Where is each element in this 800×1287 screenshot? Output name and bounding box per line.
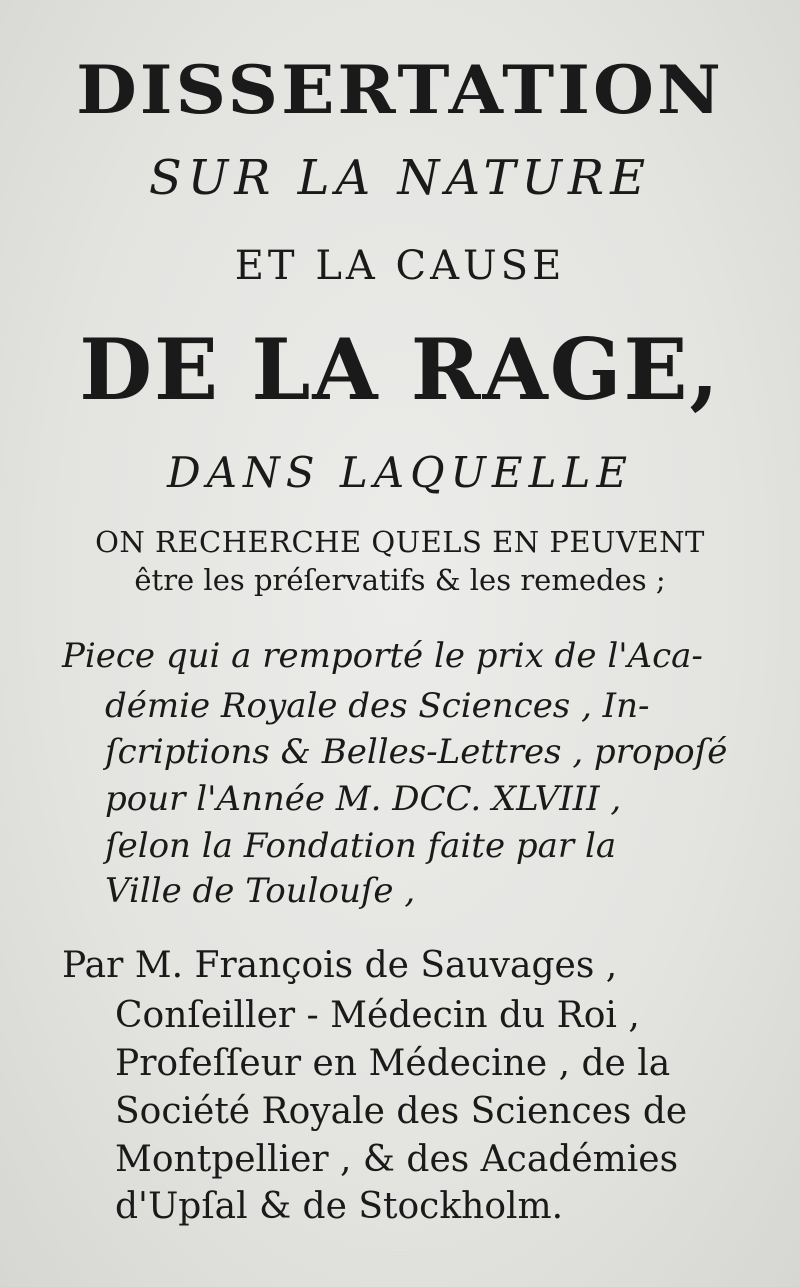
title-line-dissertation: DISSERTATION xyxy=(76,50,724,129)
title-line-et-la-cause: ET LA CAUSE xyxy=(234,243,566,289)
title-line-de-la-rage: DE LA RAGE, xyxy=(79,320,721,419)
title-line-sur-la-nature: SUR LA NATURE xyxy=(148,150,652,206)
subtitle-line-1: ON RECHERCHE QUELS EN PEUVENT xyxy=(95,525,705,559)
author-line-4: Société Royale des Sciences de xyxy=(115,1091,688,1132)
prize-text-line-2: démie Royale des Sciences , In- xyxy=(105,686,650,726)
title-line-dans-laquelle: DANS LAQUELLE xyxy=(166,448,634,497)
prize-text-line-3: ſcriptions & Belles-Lettres , propoſé xyxy=(105,732,728,772)
prize-text-line-5: ſelon la Fondation faite par la xyxy=(105,826,617,866)
prize-text-line-4: pour l'Année M. DCC. XLVIII , xyxy=(105,779,622,819)
author-line-5: Montpellier , & des Académies xyxy=(115,1139,679,1180)
author-line-6: d'Upſal & de Stockholm. xyxy=(115,1186,564,1227)
subtitle-line-2: être les préſervatifs & les remedes ; xyxy=(134,563,666,597)
prize-text-line-6: Ville de Toulouſe , xyxy=(105,871,416,911)
author-line-3: Profeſſeur en Médecine , de la xyxy=(115,1043,671,1084)
author-line-2: Conſeiller - Médecin du Roi , xyxy=(115,995,640,1036)
prize-text-line-1: Piece qui a remporté le prix de l'Aca- xyxy=(62,636,703,676)
author-line-1: Par M. François de Sauvages , xyxy=(62,945,618,986)
